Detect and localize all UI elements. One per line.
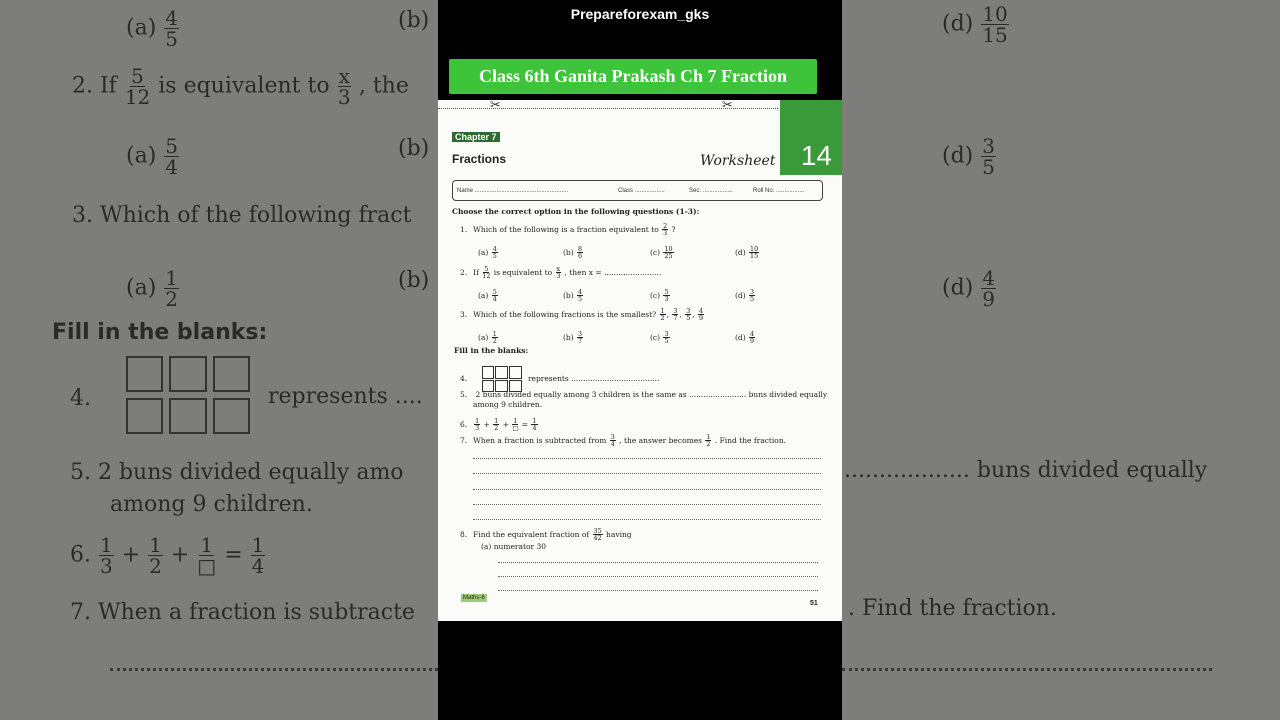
numerator: 3 [673, 307, 678, 315]
fraction [749, 289, 755, 303]
fraction [474, 418, 480, 432]
worksheet-number-box [780, 100, 842, 175]
background-text-line [70, 600, 415, 625]
background-text-line [942, 4, 1010, 45]
text-segment: (d) [942, 143, 981, 169]
numerator: 3 [686, 307, 691, 315]
text-segment: (a) [126, 15, 164, 41]
question-8 [460, 528, 632, 542]
denominator: 2 [149, 554, 162, 578]
background-text-line [398, 268, 429, 293]
answer-line [473, 489, 821, 490]
question-6 [460, 418, 539, 432]
background-text-line [844, 458, 1207, 483]
denominator: 9 [750, 337, 755, 346]
text-segment: (b) [398, 268, 430, 293]
background-text-line [126, 8, 180, 49]
numerator: 5 [484, 265, 489, 273]
answer-line [473, 504, 821, 505]
fraction [663, 331, 669, 345]
fraction [164, 268, 179, 309]
denominator: 4 [251, 554, 265, 578]
fill-blanks-heading: Fill in the blanks: [454, 346, 529, 355]
text-segment: (b) [398, 8, 430, 33]
denominator: 7 [673, 314, 678, 323]
scissors-icon: ✂ [722, 100, 733, 113]
denominator: 15 [750, 252, 759, 261]
option-d[interactable] [735, 331, 756, 345]
text-segment: . Find the fraction. [848, 596, 1057, 621]
dotted-answer-line [842, 668, 1212, 671]
numerator: 4 [578, 288, 583, 296]
instruction: Choose the correct option in the following questions (1-3): [452, 207, 700, 216]
denominator: 2 [492, 337, 497, 346]
numerator: 8 [578, 245, 583, 253]
answer-line [498, 562, 818, 563]
denominator: 5 [750, 295, 755, 304]
option-label: (b) [563, 290, 574, 300]
question-7 [460, 434, 786, 448]
background-text-line [70, 535, 266, 576]
option-label: (b) [563, 332, 574, 342]
numerator: 1 [200, 533, 214, 557]
option-d[interactable] [735, 246, 760, 260]
fraction [482, 266, 490, 280]
text-segment: represents .... [268, 384, 423, 409]
text-segment: among 9 children. [110, 492, 313, 517]
fraction [663, 246, 673, 260]
numerator: 10 [982, 2, 1008, 26]
question-number: 4. [460, 374, 468, 383]
numerator: 5 [165, 134, 179, 158]
text-segment: 6. [70, 542, 98, 568]
numerator: 35 [593, 527, 602, 535]
question-5-line2: among 9 children. [473, 400, 543, 409]
text-segment: (b) [398, 136, 430, 161]
video-title-banner: Class 6th Ganita Prakash Ch 7 Fraction [449, 59, 817, 94]
text-segment: is equivalent to [151, 73, 337, 99]
denominator: 6 [578, 252, 583, 261]
denominator: 5 [686, 314, 691, 323]
option-label: (a) [478, 247, 489, 257]
option-b[interactable] [563, 331, 584, 345]
denominator: 4 [492, 295, 497, 304]
option-a[interactable] [478, 331, 499, 345]
fraction [164, 8, 179, 49]
worksheet-label: Worksheet [700, 153, 776, 169]
option-b[interactable] [563, 289, 584, 303]
question-number: 1. [460, 224, 468, 234]
background-text-line [72, 66, 409, 107]
fraction [705, 434, 711, 448]
fraction [610, 434, 616, 448]
student-info-box [452, 180, 823, 201]
fraction [492, 331, 498, 345]
question-text: represents ..................................... [527, 374, 660, 383]
numerator: 4 [165, 6, 179, 30]
question-number: 2. [460, 267, 468, 277]
denominator: 2 [706, 440, 711, 449]
option-label: (c) [650, 332, 661, 342]
numerator: 1 [165, 266, 179, 290]
denominator: 4 [610, 440, 615, 449]
denominator: 4 [165, 155, 179, 179]
fraction [593, 528, 603, 542]
name-field: Name ........................................................ [457, 188, 569, 194]
worksheet-number: 14 [800, 140, 832, 171]
fraction [338, 66, 351, 107]
background-text-line [848, 596, 1057, 621]
fraction [512, 418, 518, 432]
fraction-grid-figure [126, 356, 250, 434]
fraction [556, 266, 562, 280]
fraction [749, 331, 755, 345]
text-segment: (a) [126, 143, 164, 169]
short-video-frame[interactable] [438, 0, 842, 720]
fraction [492, 289, 498, 303]
numerator: 3 [610, 433, 615, 441]
background-text-line [52, 320, 267, 345]
question-text: 2 buns divided equally among 3 children is the same as ........................ buns divided equally [475, 390, 828, 399]
fraction [685, 308, 691, 322]
answer-line [498, 576, 818, 577]
numerator: 1 [475, 417, 480, 425]
numerator: x [556, 265, 561, 273]
numerator: 3 [982, 134, 995, 158]
text-segment: , [666, 309, 672, 319]
section-field: Sec. .................. [689, 188, 733, 194]
denominator: 5 [982, 155, 995, 179]
blurred-background-left [0, 0, 438, 720]
denominator: 12 [482, 272, 491, 281]
numerator: 1 [660, 307, 665, 315]
blurred-background-right [842, 0, 1280, 720]
background-text-line [110, 492, 313, 517]
fraction [749, 246, 759, 260]
numerator: 3 [750, 288, 755, 296]
fraction [493, 418, 499, 432]
denominator: 2 [660, 314, 665, 323]
denominator: □ [512, 424, 519, 433]
text-segment: , then x = ........................ [562, 267, 662, 277]
text-segment: + [500, 419, 512, 429]
option-c[interactable] [650, 246, 675, 260]
answer-line [473, 458, 821, 459]
fraction [660, 308, 666, 322]
text-segment: 3. Which of the following fract [72, 203, 412, 228]
text-segment: 2. If [72, 73, 124, 99]
chapter-title: Fractions [452, 152, 507, 166]
option-c[interactable] [650, 289, 671, 303]
numerator: 1 [706, 433, 711, 441]
text-segment: is equivalent to [491, 267, 555, 277]
footer-badge: Maths-6 [463, 595, 485, 601]
denominator: 3 [663, 229, 668, 238]
denominator: 2 [165, 287, 179, 311]
numerator: 4 [750, 330, 755, 338]
denominator: 42 [593, 534, 602, 543]
question-number: 6. [460, 419, 468, 429]
text-segment: + [481, 419, 493, 429]
page-number: 51 [810, 600, 818, 607]
numerator: 1 [149, 533, 162, 557]
text-segment: = [519, 419, 531, 429]
text-segment: = [217, 542, 250, 568]
numerator: 10 [664, 245, 673, 253]
text-segment: , [692, 309, 698, 319]
background-text-line [126, 268, 180, 309]
fraction [981, 4, 1008, 45]
denominator: 5 [165, 27, 179, 51]
numerator: 3 [664, 330, 669, 338]
text-segment: Which of the following fractions is the smallest? [473, 309, 659, 319]
fraction [99, 535, 114, 576]
channel-handle[interactable]: Prepareforexam_gks [570, 6, 710, 22]
numerator: 1 [532, 417, 537, 425]
denominator: 15 [982, 23, 1008, 47]
roll-no-field: Roll No. ................. [753, 188, 805, 194]
text-segment: Which of the following is a fraction equivalent to [473, 224, 662, 234]
question-5 [460, 390, 827, 400]
denominator: 2 [494, 424, 499, 433]
question-8a: (a) numerator 30 [481, 542, 547, 551]
question-3 [460, 308, 705, 322]
denominator: 7 [578, 337, 583, 346]
text-segment: , the [351, 73, 409, 99]
numerator: x [338, 64, 350, 88]
fraction [251, 535, 266, 576]
text-segment: 5. 2 buns divided equally amo [70, 460, 404, 485]
fraction [698, 308, 704, 322]
denominator: 5 [578, 295, 583, 304]
denominator: 3 [664, 295, 669, 304]
denominator: 5 [492, 252, 497, 261]
option-c[interactable] [650, 331, 671, 345]
fraction [148, 535, 163, 576]
text-segment: 4. [70, 386, 91, 411]
option-label: (a) [478, 290, 489, 300]
numerator: 4 [492, 245, 497, 253]
numerator: 5 [131, 64, 144, 88]
text-segment: When a fraction is subtracted from [473, 435, 609, 445]
fraction [577, 289, 583, 303]
text-segment: 7. When a fraction is subtracte [70, 600, 415, 625]
worksheet-page [438, 100, 842, 621]
class-field: Class .................. [618, 188, 665, 194]
fraction [492, 246, 498, 260]
fraction [531, 418, 537, 432]
answer-line [498, 590, 818, 591]
text-segment: + [163, 542, 197, 568]
question-number: 7. [460, 435, 468, 445]
text-segment: + [114, 542, 148, 568]
numerator: 1 [513, 417, 518, 425]
fraction [672, 308, 678, 322]
option-a[interactable] [478, 289, 499, 303]
text-segment: Fill in the blanks: [52, 320, 268, 345]
scissors-icon: ✂ [490, 100, 501, 113]
fraction [981, 268, 996, 309]
denominator: 9 [982, 287, 995, 311]
question-1 [460, 223, 676, 237]
text-segment: , the answer becomes [616, 435, 705, 445]
fraction [577, 331, 583, 345]
denominator: 3 [99, 554, 113, 578]
fraction [577, 246, 583, 260]
option-label: (d) [735, 247, 746, 257]
text-segment: (d) [942, 11, 981, 37]
background-text-line [126, 136, 180, 177]
text-segment: . Find the fraction. [712, 435, 787, 445]
numerator: 5 [664, 288, 669, 296]
answer-line [473, 473, 821, 474]
background-text-line [70, 386, 91, 411]
text-segment: having [603, 529, 632, 539]
option-label: (b) [563, 247, 574, 257]
background-text-line [398, 136, 429, 161]
numerator: 1 [99, 533, 113, 557]
numerator: 3 [578, 330, 583, 338]
option-label: (c) [650, 290, 661, 300]
text-segment: , [679, 309, 685, 319]
text-segment: Find the equivalent fraction of [473, 529, 592, 539]
fraction [663, 289, 669, 303]
denominator: 25 [664, 252, 673, 261]
fraction-grid-figure [482, 366, 522, 392]
dotted-answer-line [110, 668, 438, 671]
denominator: 3 [475, 424, 480, 433]
answer-line [473, 519, 821, 520]
fraction [125, 66, 150, 107]
numerator: 1 [492, 330, 497, 338]
option-label: (c) [650, 247, 661, 257]
fraction [164, 136, 179, 177]
option-b[interactable] [563, 246, 584, 260]
fraction [662, 223, 668, 237]
chapter-label: Chapter 7 [452, 132, 500, 142]
text-segment: .................. buns divided equally [844, 458, 1208, 483]
option-label: (a) [478, 332, 489, 342]
text-segment: (d) [942, 275, 981, 301]
text-segment: (a) [126, 275, 164, 301]
denominator: □ [197, 554, 217, 578]
denominator: 12 [124, 85, 151, 109]
background-text-line [942, 136, 997, 177]
question-number: 3. [460, 309, 468, 319]
option-a[interactable] [478, 246, 499, 260]
text-segment: ? [669, 224, 676, 234]
background-text-line [398, 8, 429, 33]
option-d[interactable] [735, 289, 756, 303]
text-segment: If [473, 267, 482, 277]
question-2 [460, 266, 661, 280]
background-text-line [72, 203, 411, 228]
question-number: 5. [460, 390, 468, 399]
denominator: 4 [532, 424, 537, 433]
numerator: 10 [750, 245, 759, 253]
fraction [981, 136, 996, 177]
denominator: 9 [699, 314, 704, 323]
numerator: 2 [663, 222, 668, 230]
question-4 [460, 366, 659, 392]
denominator: 3 [556, 272, 561, 281]
numerator: 1 [251, 533, 265, 557]
fraction [197, 535, 216, 576]
background-text-line [268, 384, 423, 409]
numerator: 4 [699, 307, 704, 315]
numerator: 1 [494, 417, 499, 425]
denominator: 5 [664, 337, 669, 346]
background-text-line [942, 268, 997, 309]
question-number: 8. [460, 529, 468, 539]
numerator: 5 [492, 288, 497, 296]
denominator: 3 [337, 85, 351, 109]
numerator: 4 [982, 266, 995, 290]
background-text-line [70, 460, 404, 485]
option-label: (d) [735, 332, 746, 342]
option-label: (d) [735, 290, 746, 300]
